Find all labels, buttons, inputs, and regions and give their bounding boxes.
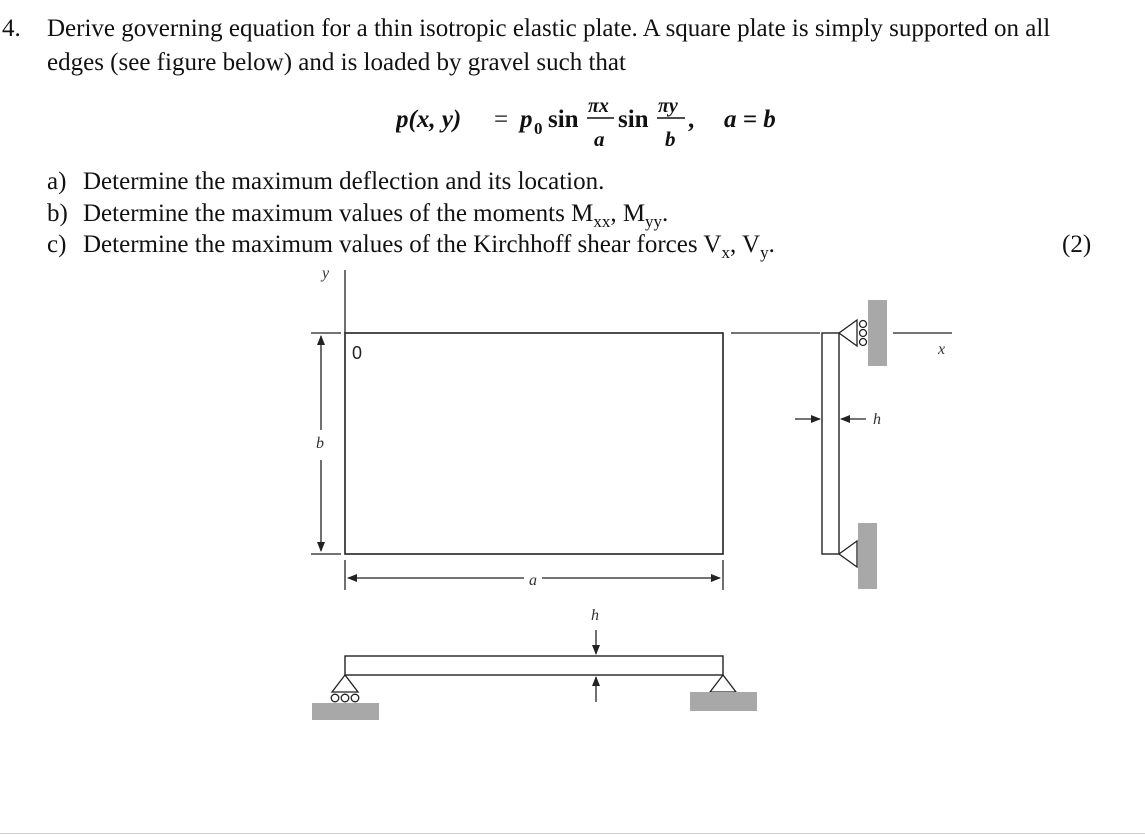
bottom-thickness-label: h bbox=[591, 607, 599, 624]
b-dimension-label: b bbox=[316, 435, 324, 452]
subquestion-c-label: c) bbox=[47, 231, 67, 258]
subquestion-a-label: a) bbox=[47, 168, 67, 195]
side-top-roller-1 bbox=[860, 321, 867, 328]
equation-frac2-numerator: πy bbox=[658, 97, 678, 117]
equation-frac1-denominator: a bbox=[594, 127, 605, 151]
subquestion-b-end: . bbox=[662, 200, 669, 227]
subquestion-c-end: . bbox=[768, 231, 775, 258]
marks-label: (2) bbox=[1062, 231, 1092, 258]
subquestion-c-sub1: x bbox=[721, 243, 730, 262]
equation-equals: = bbox=[494, 106, 509, 133]
equation-lhs: p(x, y) bbox=[396, 106, 462, 133]
question-number: 4. bbox=[2, 15, 21, 42]
y-axis-label: y bbox=[322, 265, 330, 282]
side-bottom-wall bbox=[858, 523, 877, 589]
plate-plan-rectangle bbox=[345, 333, 723, 554]
side-top-roller-2 bbox=[860, 330, 867, 337]
subquestion-c-sep: , V bbox=[729, 231, 761, 258]
side-bottom-support-triangle bbox=[839, 541, 857, 567]
subquestion-b-text: Determine the maximum values of the moments M bbox=[83, 200, 594, 227]
subquestion-b-sep: , M bbox=[610, 200, 646, 227]
equation-frac2-denominator: b bbox=[665, 127, 676, 151]
question-text-line2: edges (see figure below) and is loaded by gravel such that bbox=[47, 49, 626, 76]
side-top-roller-3 bbox=[860, 339, 867, 346]
bottom-right-ground bbox=[690, 692, 757, 711]
bottom-left-roller-3 bbox=[351, 694, 359, 702]
bottom-left-support-triangle bbox=[332, 675, 358, 692]
subquestion-c-text: Determine the maximum values of the Kirchhoff shear forces V bbox=[83, 231, 722, 258]
equation-sin1: sin bbox=[548, 106, 579, 133]
bottom-view-plate bbox=[345, 656, 723, 675]
question-text-line1: Derive governing equation for a thin isotropic elastic plate. A square plate is simply supported on all bbox=[47, 15, 1051, 42]
bottom-left-roller-1 bbox=[331, 694, 339, 702]
subquestion-b-label: b) bbox=[47, 200, 68, 227]
origin-label: 0 bbox=[352, 343, 363, 363]
equation-comma: , bbox=[688, 106, 695, 133]
subquestion-b-sub1: xx bbox=[593, 212, 611, 231]
x-axis-label: x bbox=[938, 341, 946, 358]
subquestion-a-text: Determine the maximum deflection and its location. bbox=[83, 168, 605, 195]
side-view-plate bbox=[822, 333, 839, 554]
a-dimension-label: a bbox=[529, 572, 537, 589]
equation-condition: a = b bbox=[724, 106, 776, 133]
bottom-left-ground bbox=[312, 703, 379, 720]
equation-p0: p bbox=[520, 106, 533, 133]
equation-p0-subscript: 0 bbox=[534, 119, 543, 138]
equation-frac1-numerator: πx bbox=[588, 97, 609, 117]
bottom-right-support-triangle bbox=[710, 675, 736, 692]
side-thickness-label: h bbox=[873, 411, 881, 428]
side-top-support-triangle bbox=[839, 320, 857, 346]
subquestion-b-sub2: yy bbox=[645, 212, 663, 231]
bottom-left-roller-2 bbox=[341, 694, 349, 702]
equation-sin2: sin bbox=[618, 106, 649, 133]
side-top-wall bbox=[868, 300, 887, 366]
subquestion-c-sub2: y bbox=[760, 243, 769, 262]
